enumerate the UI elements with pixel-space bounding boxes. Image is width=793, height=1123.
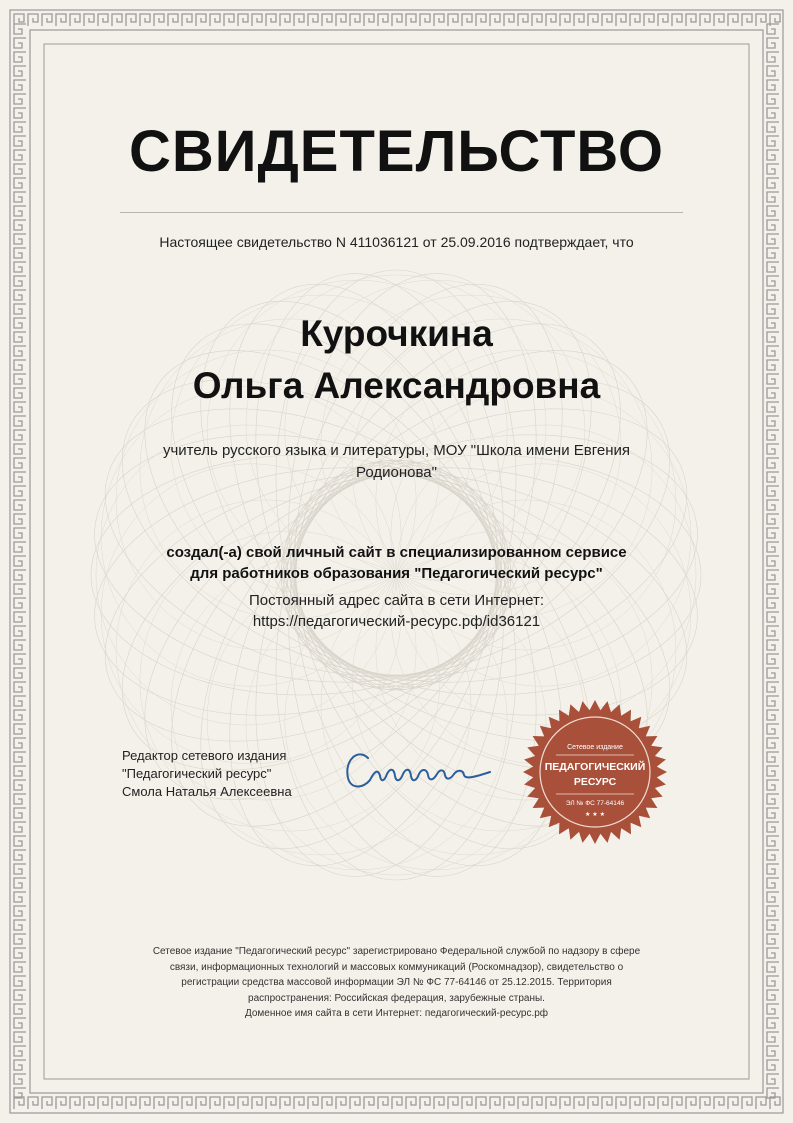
recipient-name — [0, 308, 793, 412]
editor-name: Смола Наталья Алексеевна — [122, 784, 292, 799]
registration-footer — [110, 944, 683, 1022]
achievement-line: создал(-а) свой личный сайт в специализированном сервисе — [166, 544, 627, 561]
publication-seal — [520, 697, 670, 847]
recipient-surname: Курочкина — [300, 313, 493, 354]
seal-top-text: Сетевое издание — [567, 744, 623, 751]
certificate-title: СВИДЕТЕЛЬСТВО — [129, 119, 664, 184]
editor-block — [122, 747, 342, 801]
title-divider — [120, 212, 683, 213]
seal-name-line2: РЕСУРС — [573, 776, 617, 788]
footer-line: Сетевое издание "Педагогический ресурс" зарегистрировано Федеральной службой по надзору в сфере — [152, 946, 641, 957]
footer-line: распространения: Российская федерация, зарубежные страны. — [248, 992, 545, 1004]
seal-registration: ЭЛ № ФС 77-64146 — [565, 800, 625, 807]
site-address-label: Постоянный адрес сайта в сети Интернет: — [248, 592, 545, 609]
achievement-text — [100, 542, 693, 584]
editor-publication: "Педагогический ресурс" — [122, 766, 272, 781]
editor-signature — [340, 738, 500, 798]
recipient-position — [140, 440, 653, 484]
position-line: учитель русского языка и литературы, МОУ "Школа имени Евгения — [162, 442, 630, 459]
footer-line: Доменное имя сайта в сети Интернет: педагогический-ресурс.рф — [244, 1008, 549, 1019]
footer-line: регистрации средства массовой информации ЭЛ № ФС 77-64146 от 25.12.2015. Территория — [181, 977, 612, 988]
seal-name-line1: ПЕДАГОГИЧЕСКИЙ — [544, 761, 646, 773]
achievement-line: для работников образования "Педагогический ресурс" — [190, 565, 603, 582]
editor-role: Редактор сетевого издания — [122, 748, 287, 763]
site-address-url: https://педагогический-ресурс.рф/id36121 — [252, 613, 541, 630]
site-address — [100, 590, 693, 632]
footer-line: связи, информационных технологий и массовых коммуникаций (Роскомнадзор), свидетельство о — [169, 961, 624, 973]
position-line: Родионова" — [356, 464, 437, 481]
seal-stars: ★ ★ ★ — [585, 811, 605, 818]
recipient-given-names: Ольга Александровна — [192, 365, 601, 406]
certificate-intro: Настоящее свидетельство N 411036121 от 25.09.2016 подтверждает, что — [159, 234, 634, 250]
